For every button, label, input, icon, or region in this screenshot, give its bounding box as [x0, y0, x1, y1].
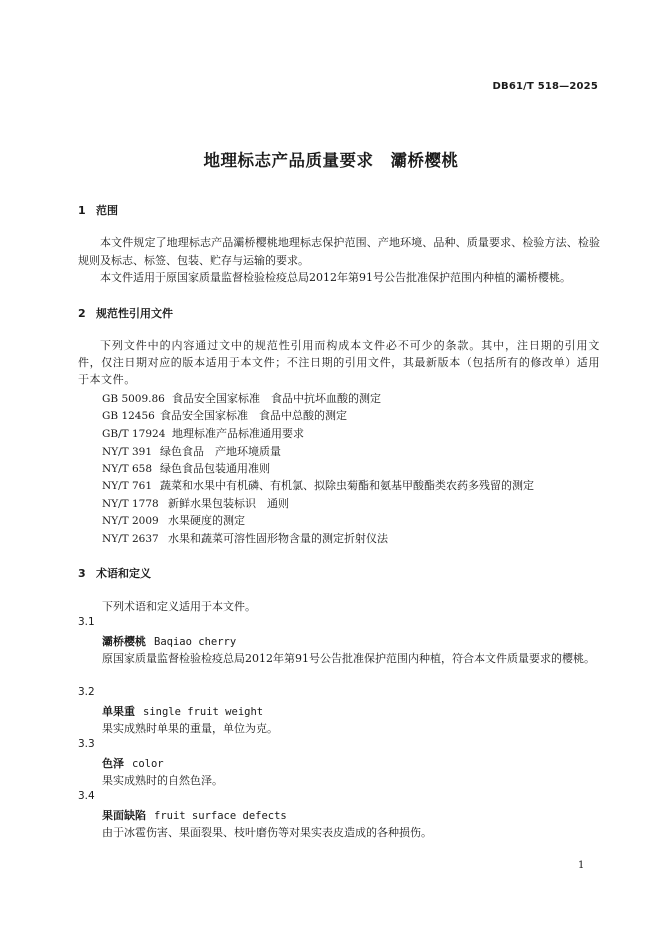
reference-code: NY/T 658	[102, 463, 153, 475]
reference-code: NY/T 1778	[102, 498, 159, 510]
section-title: 术语和定义	[96, 567, 151, 580]
page-number: 1	[578, 860, 585, 871]
term-english: Baqiao cherry	[154, 636, 237, 648]
term-chinese: 灞桥樱桃	[102, 635, 146, 648]
term-chinese: 单果重	[102, 705, 135, 718]
reference-code: NY/T 2637	[102, 533, 159, 545]
term-english: single fruit weight	[143, 706, 264, 718]
reference-item	[102, 512, 245, 528]
terms-intro: 下列术语和定义适用于本文件。	[102, 600, 256, 613]
section-number: 3	[78, 567, 86, 580]
term-title	[102, 703, 263, 719]
scope-text-2: 本文件适用于原国家质量监督检验检疫总局2012年第91号公告批准保护范围内种植的灞桥樱桃。	[100, 271, 571, 284]
reference-name: 绿色食品 产地环境质量	[160, 445, 281, 458]
section-title: 范围	[96, 204, 118, 217]
term-definition: 果实成熟时的自然色泽。	[102, 774, 223, 787]
term-chinese: 果面缺陷	[102, 809, 146, 822]
reference-name: 地理标准产品标准通用要求	[172, 427, 304, 440]
term-title	[102, 755, 164, 771]
reference-name: 食品安全国家标准 食品中总酸的测定	[160, 409, 347, 422]
term-number: 3.4	[78, 790, 95, 802]
reference-item	[102, 443, 281, 459]
reference-item	[102, 460, 270, 476]
term-definition: 果实成熟时单果的重量，单位为克。	[102, 722, 278, 735]
section-heading-terms	[78, 565, 151, 581]
scope-paragraph-2	[78, 269, 600, 287]
reference-name: 蔬菜和水果中有机磷、有机氯、拟除虫菊酯和氨基甲酸酯类农药多残留的测定	[160, 479, 534, 492]
normative-intro-text: 下列文件中的内容通过文中的规范性引用而构成本文件必不可少的条款。其中，注日期的引用文件，仅注日期对应的版本适用于本文件；不注日期的引用文件，其最新版本（包括所有的修改单）适用于本文件。	[78, 339, 600, 386]
page-title: 地理标志产品质量要求 灞桥樱桃	[203, 151, 459, 170]
reference-code: NY/T 2009	[102, 515, 159, 527]
scope-text-1: 本文件规定了地理标志产品灞桥樱桃地理标志保护范围、产地环境、品种、质量要求、检验方法、检验规则及标志、标签、包装、贮存与运输的要求。	[78, 236, 600, 267]
reference-item	[102, 407, 347, 423]
section-number: 1	[78, 204, 86, 217]
reference-code: GB/T 17924	[102, 428, 166, 440]
reference-name: 水果和蔬菜可溶性固形物含量的测定折射仪法	[168, 532, 388, 545]
reference-name: 水果硬度的测定	[168, 514, 245, 527]
reference-name: 绿色食品包装通用准则	[160, 462, 270, 475]
reference-item	[102, 425, 304, 441]
reference-name: 新鲜水果包装标识 通则	[168, 497, 289, 510]
term-english: fruit surface defects	[154, 810, 287, 822]
term-number: 3.3	[78, 738, 95, 750]
section-title: 规范性引用文件	[96, 307, 173, 320]
reference-item	[102, 495, 289, 511]
term-number: 3.1	[78, 616, 95, 628]
reference-code: NY/T 391	[102, 446, 153, 458]
term-title	[102, 807, 287, 823]
term-title	[102, 633, 236, 649]
document-code: DB61/T 518—2025	[492, 81, 598, 92]
section-number: 2	[78, 307, 86, 320]
reference-name: 食品安全国家标准 食品中抗坏血酸的测定	[172, 392, 381, 405]
term-definition: 原国家质量监督检验检疫总局2012年第91号公告批准保护范围内种植，符合本文件质量要求的樱桃。	[102, 652, 595, 665]
section-heading-scope	[78, 202, 118, 218]
reference-item	[102, 530, 388, 546]
reference-code: NY/T 761	[102, 480, 153, 492]
reference-item	[102, 477, 534, 493]
normative-intro	[78, 337, 600, 388]
term-number: 3.2	[78, 686, 95, 698]
scope-paragraph-1	[78, 234, 600, 269]
term-chinese: 色泽	[102, 757, 124, 770]
reference-item	[102, 390, 381, 406]
reference-code: GB 5009.86	[102, 393, 165, 405]
term-english: color	[132, 758, 164, 770]
reference-code: GB 12456	[102, 410, 155, 422]
term-definition: 由于冰雹伤害、果面裂果、枝叶磨伤等对果实表皮造成的各种损伤。	[102, 826, 432, 839]
section-heading-normative	[78, 305, 173, 321]
